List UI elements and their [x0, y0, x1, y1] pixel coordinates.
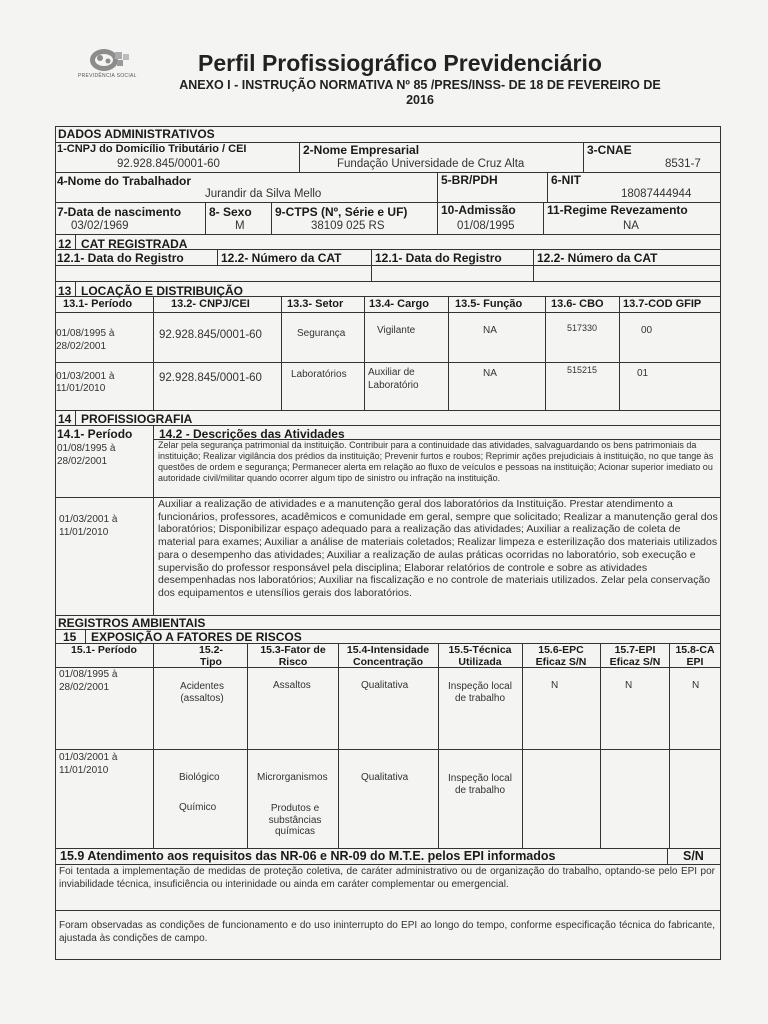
- nome-empresarial-value: Fundação Universidade de Cruz Alta: [337, 158, 525, 170]
- atendimento-para1: Foi tentada a implementação de medidas de proteção coletiva, de caráter administrativo ou de organização do trabalho, optando-se pelo EPI por inviabilidade técnica, insuficiência ou interinidade ou ainda em caráter complementar ou emergencial.: [59, 866, 715, 890]
- exp-r2-tipo1: Biológico: [179, 772, 220, 783]
- exp-h-fator: 15.3-Fator de Risco: [260, 644, 326, 668]
- prof-num: 14: [58, 412, 72, 426]
- ctps-label: 9-CTPS (Nº, Série e UF): [275, 205, 408, 219]
- exp-h-ca: 15.8-CA EPI: [675, 644, 715, 668]
- exp-r1-epi: N: [625, 680, 633, 691]
- loc-h-cbo: 13.6- CBO: [551, 298, 604, 310]
- locacao-title: LOCAÇÃO E DISTRIBUIÇÃO: [81, 284, 243, 298]
- sexo-label: 8- Sexo: [209, 205, 252, 219]
- loc-r2-setor: Laboratórios: [291, 369, 347, 380]
- loc-r1-cargo: Vigilante: [377, 325, 416, 336]
- loc-h-cnpj: 13.2- CNPJ/CEI: [171, 298, 250, 310]
- cat-title: CAT REGISTRADA: [81, 237, 188, 251]
- atendimento-para2: Foram observadas as condições de funcionamento e do uso ininterrupto do EPI ao longo do tempo, conforme especificação técnica do fabricante, ajustada às condições de campo.: [59, 920, 715, 944]
- cat-col3: 12.1- Data do Registro: [375, 251, 502, 265]
- atendimento-sn: S/N: [683, 849, 704, 863]
- locacao-num: 13: [58, 284, 72, 298]
- admissao-label: 10-Admissão: [441, 203, 516, 217]
- cnae-label: 3-CNAE: [587, 143, 632, 157]
- exposicao-title: EXPOSIÇÃO A FATORES DE RISCOS: [91, 630, 302, 644]
- prof-r1-periodo2: 28/02/2001: [57, 456, 108, 467]
- ctps-value: 38109 025 RS: [311, 220, 385, 232]
- exp-h-tecnica: 15.5-Técnica Utilizada: [448, 644, 512, 668]
- exp-r2-intensidade: Qualitativa: [361, 772, 409, 783]
- cnae-value: 8531-7: [665, 158, 701, 170]
- admissao-value: 01/08/1995: [457, 220, 515, 232]
- loc-r1-cbo: 517330: [567, 323, 598, 333]
- loc-r1-periodo2: 28/02/2001: [56, 341, 107, 352]
- cat-col1: 12.1- Data do Registro: [57, 251, 184, 265]
- exp-r1-periodo2: 28/02/2001: [59, 682, 110, 693]
- nit-value: 18087444944: [621, 188, 692, 200]
- loc-r1-cnpj: 92.928.845/0001-60: [159, 329, 262, 341]
- regime-value: NA: [623, 220, 639, 232]
- loc-r2-cnpj: 92.928.845/0001-60: [159, 372, 262, 384]
- exposicao-num: 15: [63, 630, 77, 644]
- nascimento-value: 03/02/1969: [71, 220, 129, 232]
- exp-r1-tecnica: Inspeção local de trabalho: [448, 681, 512, 704]
- logo-text: PREVIDÊNCIA SOCIAL: [78, 73, 137, 79]
- registros-title: REGISTROS AMBIENTAIS: [58, 616, 206, 630]
- cat-col4: 12.2- Número da CAT: [537, 251, 658, 265]
- exp-r1-tipo: Acidentes (assaltos): [180, 681, 224, 704]
- prof-r2-periodo: 01/03/2001 à: [59, 514, 118, 525]
- exp-h-epc: 15.6-EPC Eficaz S/N: [535, 644, 587, 668]
- exp-r1-epc: N: [551, 680, 559, 691]
- nome-empresarial-label: 2-Nome Empresarial: [303, 143, 420, 157]
- loc-h-setor: 13.3- Setor: [287, 298, 344, 310]
- loc-h-cargo: 13.4- Cargo: [369, 298, 429, 310]
- loc-h-periodo: 13.1- Período: [63, 298, 133, 310]
- sexo-value: M: [235, 220, 245, 232]
- exp-r2-periodo2: 11/01/2010: [59, 765, 109, 776]
- trabalhador-label: 4-Nome do Trabalhador: [57, 174, 192, 188]
- prof-r1-periodo: 01/08/1995 à: [57, 443, 116, 454]
- atendimento-title: 15.9 Atendimento aos requisitos das NR-06 e NR-09 do M.T.E. pelos EPI informados: [60, 849, 556, 863]
- loc-r2-gfip: 01: [637, 368, 649, 379]
- exp-r1-fator: Assaltos: [273, 680, 311, 691]
- ppp-form: [55, 126, 721, 960]
- br-pdh-label: 5-BR/PDH: [441, 173, 498, 187]
- loc-h-gfip: 13.7-COD GFIP: [623, 298, 702, 310]
- exp-r1-periodo: 01/08/1995 à: [59, 669, 118, 680]
- trabalhador-value: Jurandir da Silva Mello: [205, 188, 322, 200]
- loc-r1-funcao: NA: [483, 325, 497, 336]
- loc-r1-gfip: 00: [641, 325, 653, 336]
- exp-r2-fator1: Microrganismos: [257, 772, 328, 783]
- page-title: Perfil Profissiográfico Previdenciário: [198, 50, 602, 76]
- exp-r2-tipo2: Químico: [179, 802, 217, 813]
- cat-num: 12: [58, 237, 72, 251]
- prof-r2-descricao: Auxiliar a realização de atividades e a manutenção geral dos laboratórios da Instituição. Prestar atendimento a funcionários, professores, acadêmicos e comunidade em geral, sempre que solicitado; Realizar a manutenção geral dos laboratórios; Disponibilizar espaço adequado para a realização das atividades; Auxiliar a realização de coleta de material para exames; Auxiliar a análise de materiais coletados; Realizar limpeza e esterilização dos materiais utilizados para o desempenho das atividades; Auxiliar a realização de aulas práticas ocorridas no laboratório, sob execução e supervisão do professor responsável pela disciplina; Elaborar relatórios de controle e sobre as atividades desempenhadas nos laboratórios; Auxiliar na fiscalização e no controle de materiais utilizados. Zelar pela conservação dos equipamentos e utensílios gerais dos laboratórios.: [158, 498, 718, 599]
- section-dados-administrativos: DADOS ADMINISTRATIVOS: [58, 127, 215, 141]
- regime-label: 11-Regime Revezamento: [547, 203, 688, 217]
- loc-h-funcao: 13.5- Função: [455, 298, 523, 310]
- exp-r2-tecnica: Inspeção local de trabalho: [448, 773, 512, 796]
- loc-r2-periodo: 01/03/2001 à: [56, 371, 115, 382]
- loc-r2-cbo: 515215: [567, 365, 598, 375]
- cnpj-value: 92.928.845/0001-60: [117, 158, 220, 170]
- prof-col1: 14.1- Período: [57, 427, 133, 441]
- loc-r2-cargo: Auxiliar de: [368, 367, 415, 378]
- loc-r1-periodo: 01/08/1995 à: [56, 328, 115, 339]
- exp-h-periodo: 15.1- Período: [71, 644, 137, 656]
- prof-title: PROFISSIOGRAFIA: [81, 412, 193, 426]
- nit-label: 6-NIT: [551, 173, 581, 187]
- loc-r2-funcao: NA: [483, 368, 497, 379]
- exp-h-epi: 15.7-EPI Eficaz S/N: [609, 644, 661, 668]
- prof-col2: 14.2 - Descrições das Atividades: [159, 427, 345, 441]
- exp-r1-intensidade: Qualitativa: [361, 680, 409, 691]
- page-subtitle: ANEXO I - INSTRUÇÃO NORMATIVA Nº 85 /PRES/INSS- DE 18 DE FEVEREIRO DE 2016: [179, 78, 661, 107]
- cat-col2: 12.2- Número da CAT: [221, 251, 342, 265]
- prof-r1-descricao: Zelar pela segurança patrimonial da instituição. Contribuir para a continuidade das atividades, salvaguardando os bens patrimoniais da instituição; Realizar vigilância dos prédios da instituição; Prevenir furtos e roubos; Reprimir ações prejudiciais à instituição, no que tange às questões de ordem e segurança; Permanecer alerta em relação ao fluxo de veículos e pessoas na instituição; Acionar superior imediato ou autoridade civil/militar quando ocorrer algum tipo de sinistro ou infração na instituição.: [158, 440, 714, 483]
- exp-h-tipo: 15.2- Tipo: [199, 644, 223, 668]
- exp-r2-fator2: Produtos e substâncias químicas: [268, 803, 322, 837]
- loc-r2-periodo2: 11/01/2010: [56, 383, 106, 394]
- exp-r1-ca: N: [692, 680, 700, 691]
- loc-r1-setor: Segurança: [297, 328, 346, 339]
- exp-h-intensidade: 15.4-Intensidade Concentração: [346, 644, 430, 668]
- loc-r2-cargo2: Laboratório: [368, 380, 419, 391]
- nascimento-label: 7-Data de nascimento: [57, 205, 182, 219]
- exp-r2-periodo: 01/03/2001 à: [59, 752, 118, 763]
- prof-r2-periodo2: 11/01/2010: [59, 527, 109, 538]
- cnpj-label: 1-CNPJ do Domicílio Tributário / CEI: [57, 143, 247, 155]
